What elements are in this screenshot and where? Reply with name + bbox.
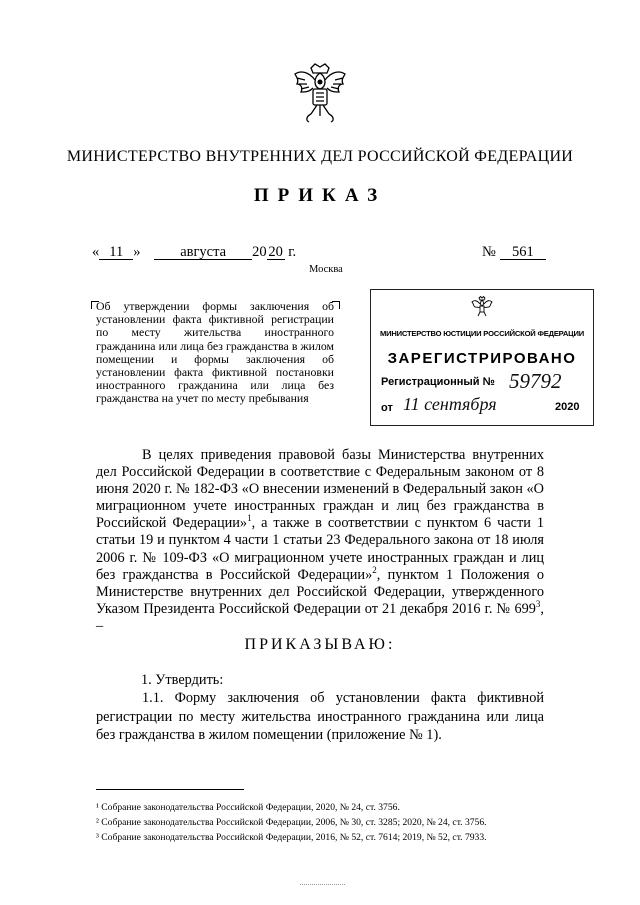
stamp-eagle-icon (470, 295, 494, 319)
order-number-label: № (482, 244, 496, 260)
item-1: 1. Утвердить: (141, 672, 224, 688)
ministry-name: МИНИСТЕРСТВО ВНУТРЕННИХ ДЕЛ РОССИЙСКОЙ ФЕДЕРАЦИИ (66, 148, 574, 165)
order-month: августа (154, 245, 252, 260)
item-1-1: 1.1. Форму заключения об установлении факта фиктивной регистрации по месту жительства иностранного гражданина или лица без гражданства в жилом помещении (приложение № 1). (96, 690, 544, 743)
order-city: Москва (309, 264, 343, 275)
bracket-corner-left (91, 301, 99, 309)
preamble-text-3: , пунктом 1 Положения о Министерстве внутренних дел Российской Федерации, утвержденного Указом Президента Российской Федерации от 21 декабря 2016 г. № 699 (96, 566, 545, 617)
order-date: « 11 » августа 20 20 г. (92, 244, 297, 260)
footnote-1: ¹ Собрание законодательства Российской Федерации, 2020, № 24, ст. 3756. (96, 802, 400, 813)
bracket-corner-right (332, 301, 340, 309)
order-number (482, 244, 546, 261)
stamp-year: 2020 (555, 401, 580, 413)
registration-stamp (370, 289, 594, 426)
stamp-reg-number: 59792 (509, 369, 562, 393)
preamble-paragraph (96, 447, 544, 635)
footnote-3: ³ Собрание законодательства Российской Федерации, 2016, № 52, ст. 7614; 2019, № 52, ст. 7933. (96, 832, 487, 843)
preamble-text-1: В целях приведения правовой базы Министерства внутренних дел Российской Федерации в соответствие с Федеральным законом от 8 июня 2020 г. № 182-ФЗ «О внесении изменений в Федеральный закон «О миграционном учете иностранных граждан и лиц без гражданства в Российской Федерации» (96, 447, 544, 532)
footnote-2: ² Собрание законодательства Российской Федерации, 2006, № 30, ст. 3285; 2020, № 24, ст. 3756. (96, 817, 487, 828)
order-year-prefix: 20 (252, 244, 267, 260)
order-number-value: 561 (500, 245, 546, 260)
document-type-title: ПРИКАЗ (253, 185, 387, 206)
footnote-ref-3: 3 (535, 599, 541, 610)
footnote-ref-2: 2 (372, 564, 377, 575)
preamble-text-4: , – (96, 600, 544, 634)
stamp-organization: МИНИСТЕРСТВО ЮСТИЦИИ РОССИЙСКОЙ ФЕДЕРАЦИИ (379, 329, 585, 338)
order-day: 11 (99, 245, 133, 260)
order-year-abbr: г. (288, 244, 297, 260)
stamp-registered: ЗАРЕГИСТРИРОВАНО (387, 350, 577, 367)
stamp-date-handwritten: 11 сентября (403, 394, 497, 414)
stamp-reg-number-label: Регистрационный № (381, 376, 495, 388)
stamp-date-prefix: от (381, 402, 393, 414)
preamble-text-2: , а также в соответствии с пунктом 6 части 1 статьи 19 и пунктом 4 части 1 статьи 23 Федерального закона от 18 июля 2006 г. № 109-ФЗ «О миграционном учете иностранных граждан и лиц без гражданства в Российской Федерации» (96, 515, 544, 583)
scan-artifact (300, 884, 345, 886)
footnote-separator (96, 789, 244, 790)
footnote-ref-1: 1 (247, 513, 252, 524)
coat-of-arms-emblem (291, 62, 349, 124)
order-subject-text: Об утверждении формы заключения об установлении факта фиктивной регистрации по месту жительства иностранного гражданина или лица без гражданства в жилом помещении и формы заключения об установлении факта фиктивной постановки иностранного гражданина или лица без гражданства на учет по месту пребывания (96, 299, 334, 406)
order-subject (96, 300, 334, 406)
command-heading: ПРИКАЗЫВАЮ: (244, 636, 396, 653)
order-year-suffix: 20 (268, 244, 283, 260)
